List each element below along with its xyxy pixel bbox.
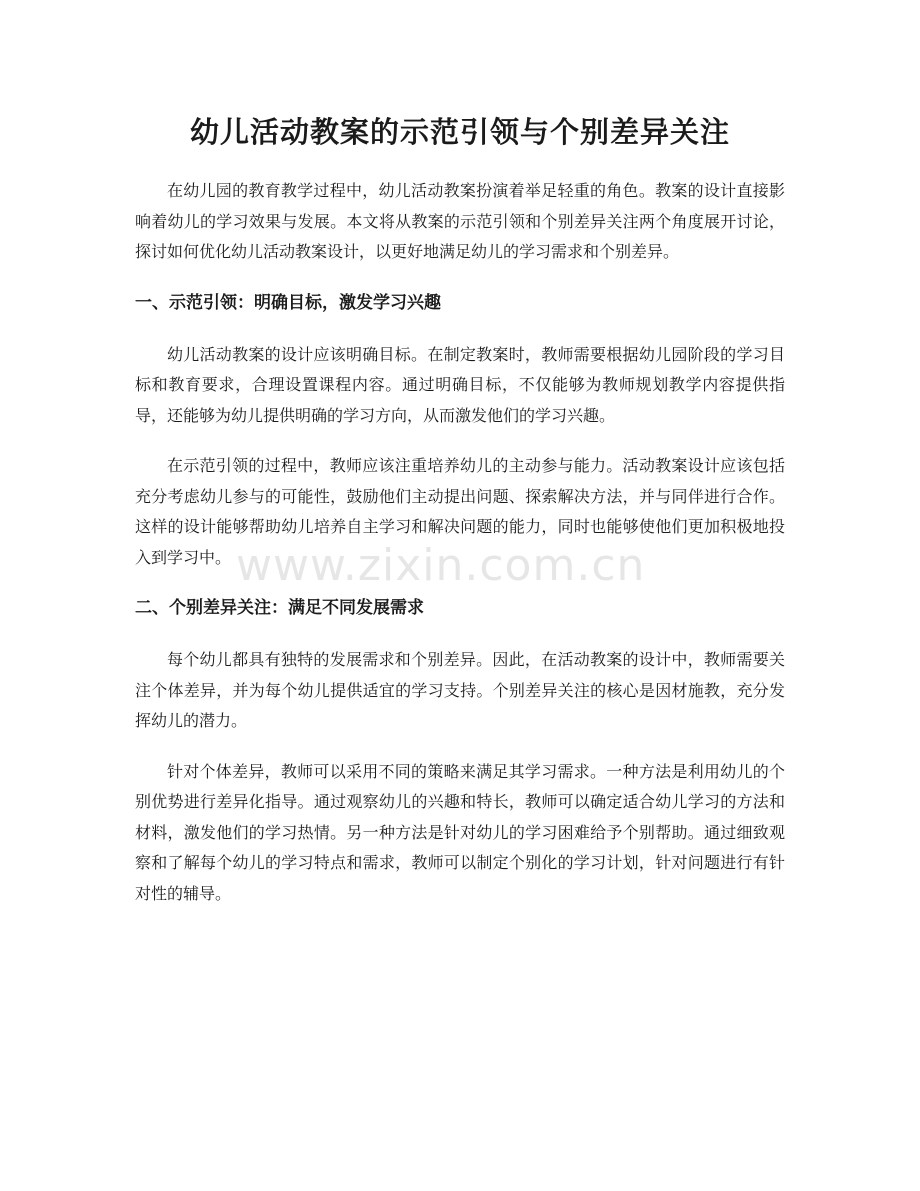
- section-heading: 一、示范引领：明确目标，激发学习兴趣: [135, 292, 441, 313]
- intro-paragraph: 在幼儿园的教育教学过程中，幼儿活动教案扮演着举足轻重的角色。教案的设计直接影响着幼儿的学习效果与发展。本文将从教案的示范引领和个别差异关注两个角度展开讨论，探讨如何优化幼儿活动教案设计，以更好地满足幼儿的学习需求和个别差异。: [135, 181, 785, 261]
- section-1: [135, 288, 785, 574]
- watermark-text: www.zixin.com.cn: [236, 540, 646, 591]
- section-paragraph: 幼儿活动教案的设计应该明确目标。在制定教案时，教师需要根据幼儿园阶段的学习目标和教育要求，合理设置课程内容。通过明确目标，不仅能够为教师规划教学内容提供指导，还能够为幼儿提供明确的学习方向，从而激发他们的学习兴趣。: [135, 344, 785, 425]
- document-body: [135, 108, 785, 929]
- section-paragraph: 在示范引领的过程中，教师应该注重培养幼儿的主动参与能力。活动教案设计应该包括充分考虑幼儿参与的可能性，鼓励他们主动提出问题、探索解决方法，并与同伴进行合作。这样的设计能够帮助幼儿培养自主学习和解决问题的能力，同时也能够使他们更加积极地投入到学习中。: [135, 456, 785, 567]
- section-paragraph: 每个幼儿都具有独特的发展需求和个别差异。因此，在活动教案的设计中，教师需要关注个体差异，并为每个幼儿提供适宜的学习支持。个别差异关注的核心是因材施教，充分发挥幼儿的潜力。: [135, 650, 785, 730]
- section-heading: 二、个别差异关注：满足不同发展需求: [135, 598, 424, 618]
- section-2: [135, 593, 785, 909]
- section-paragraph: 针对个体差异，教师可以采用不同的策略来满足其学习需求。一种方法是利用幼儿的个别优势进行差异化指导。通过观察幼儿的兴趣和特长，教师可以确定适合幼儿学习的方法和材料，激发他们的学习热情。另一种方法是针对幼儿的学习困难给予个别帮助。通过细致观察和了解每个幼儿的学习特点和需求，教师可以制定个别化的学习计划，针对问题进行有针对性的辅导。: [135, 761, 785, 903]
- document-title: 幼儿活动教案的示范引领与个别差异关注: [189, 115, 730, 149]
